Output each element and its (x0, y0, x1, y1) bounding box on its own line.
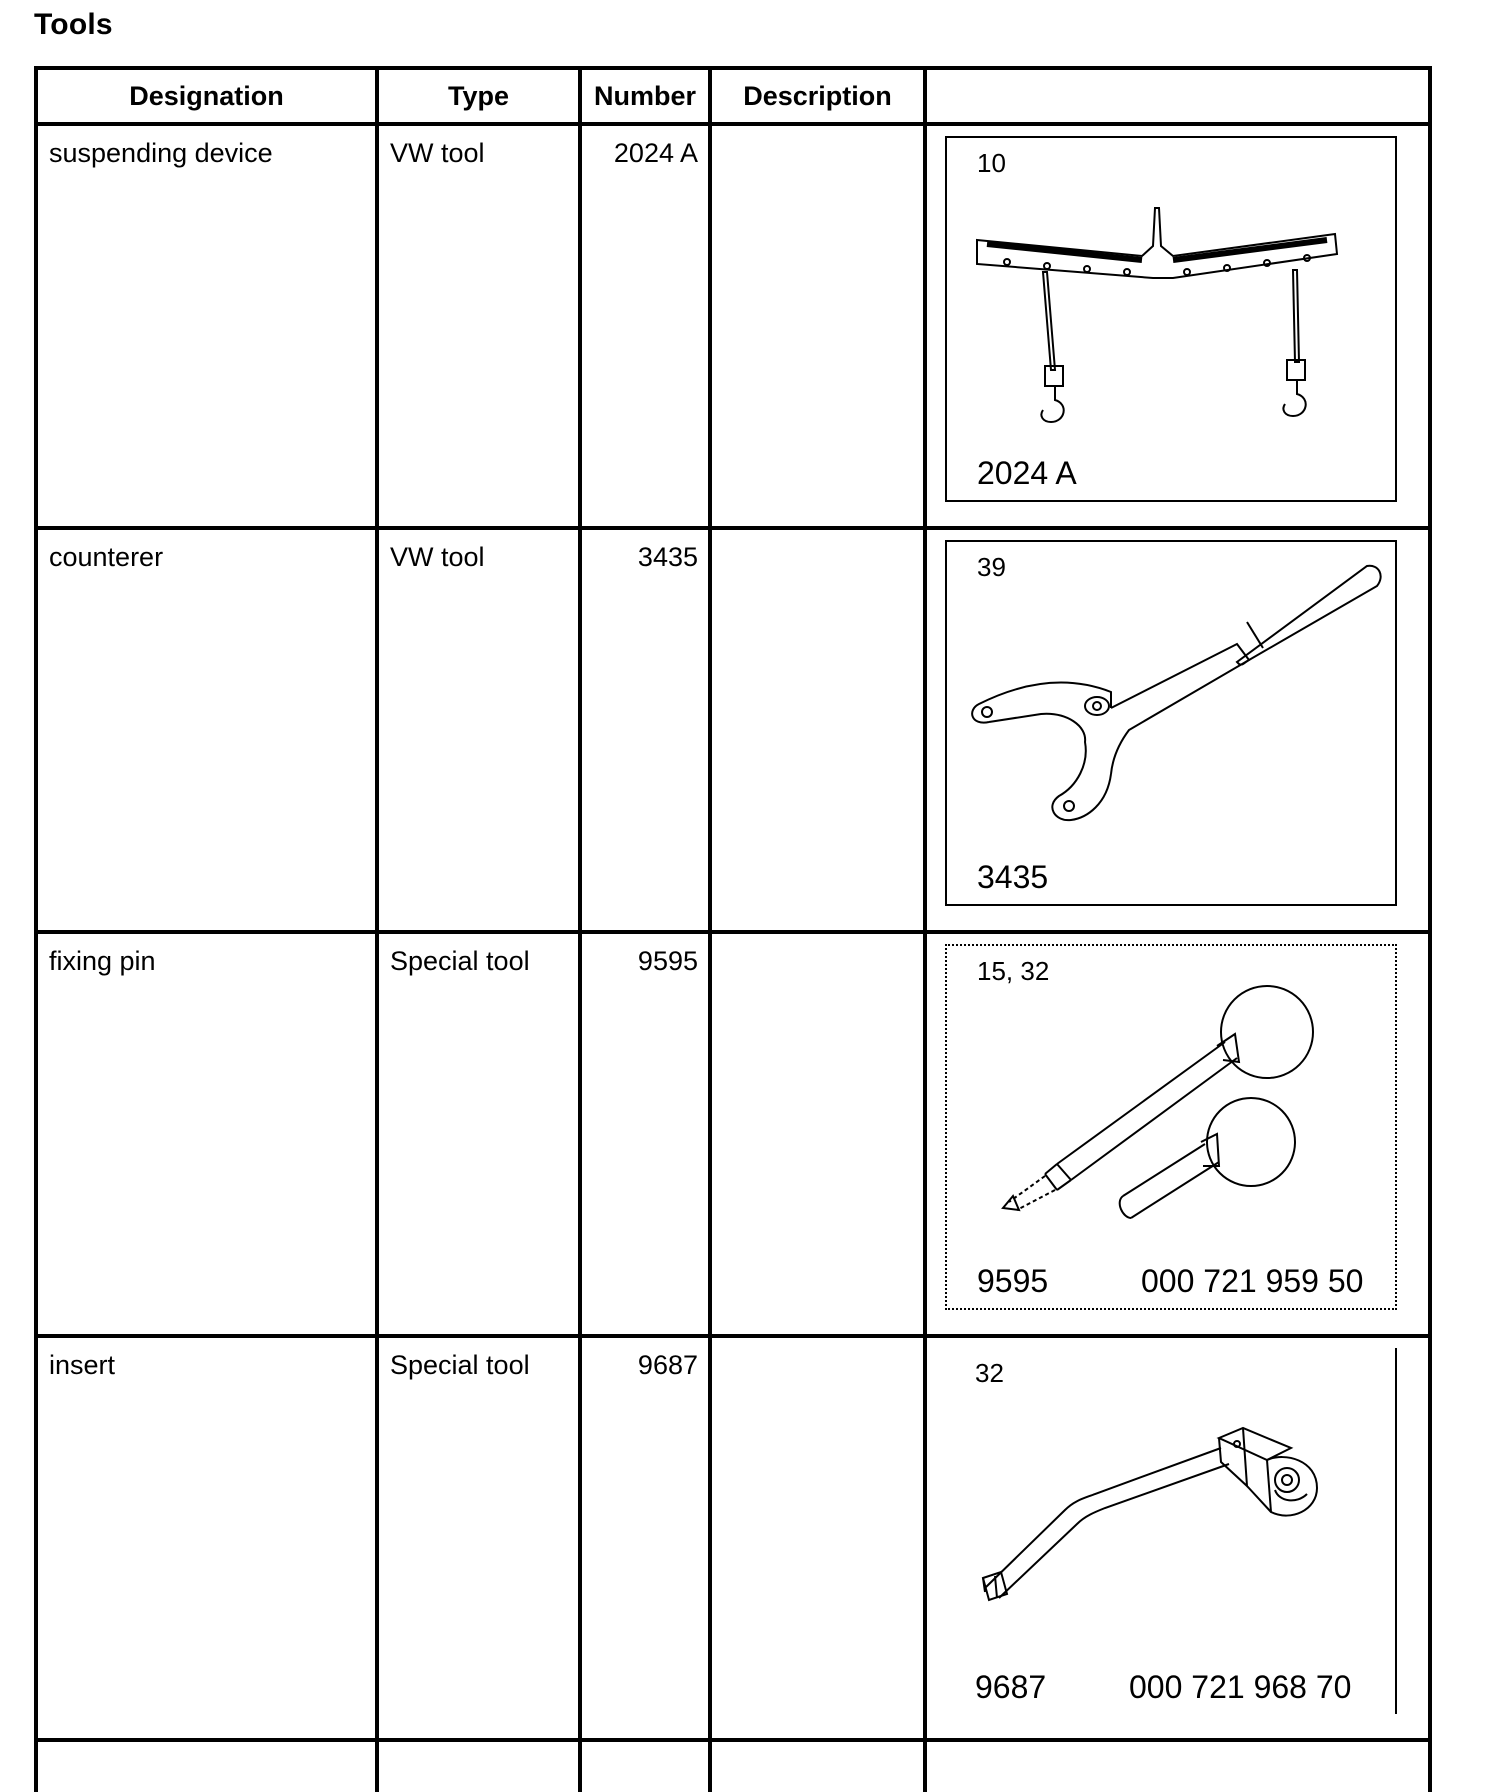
cell-number: 9595 (580, 932, 710, 1336)
cell-image (925, 528, 1430, 932)
header-number: Number (580, 68, 710, 124)
cell-description (710, 1740, 925, 1792)
fixing-pin-icon (947, 946, 1399, 1312)
page-title: Tools (34, 8, 113, 41)
hook-wrench-icon (947, 542, 1399, 908)
table-row (36, 1740, 1430, 1792)
cell-description (710, 1336, 925, 1740)
cell-number: 2024 A (580, 124, 710, 528)
figure-reference: 32 (975, 1358, 1004, 1388)
figure-label: 9595 (977, 1263, 1049, 1299)
table-row (36, 932, 1430, 1336)
cell-description (710, 528, 925, 932)
cell-number: 3435 (580, 528, 710, 932)
table-row (36, 528, 1430, 932)
cell-image (925, 1336, 1430, 1740)
tool-figure (945, 1348, 1397, 1714)
cell-designation: insert (36, 1336, 377, 1740)
cell-designation: counterer (36, 528, 377, 932)
cell-description (710, 932, 925, 1336)
ratchet-insert-icon (945, 1348, 1397, 1714)
tool-figure (945, 540, 1397, 906)
tool-figure (945, 944, 1397, 1310)
header-type: Type (377, 68, 580, 124)
cell-type: VW tool (377, 528, 580, 932)
header-image (925, 68, 1430, 124)
figure-reference: 10 (977, 148, 1006, 178)
cell-designation (36, 1740, 377, 1792)
cell-type (377, 1740, 580, 1792)
cell-designation: fixing pin (36, 932, 377, 1336)
cell-image (925, 124, 1430, 528)
cell-image (925, 932, 1430, 1336)
figure-part-number: 000 721 968 70 (1129, 1669, 1352, 1705)
table-header-row (36, 68, 1430, 124)
header-description: Description (710, 68, 925, 124)
figure-label: 3435 (977, 859, 1049, 895)
table-row (36, 1336, 1430, 1740)
figure-label: 2024 A (977, 455, 1077, 491)
cell-type: Special tool (377, 932, 580, 1336)
cell-number: 9687 (580, 1336, 710, 1740)
header-designation: Designation (36, 68, 377, 124)
figure-reference: 39 (977, 552, 1006, 582)
tools-table (34, 66, 1432, 1792)
cell-image (925, 1740, 1430, 1792)
suspending-device-icon (947, 138, 1399, 504)
figure-part-number: 000 721 959 50 (1141, 1263, 1364, 1299)
cell-type: Special tool (377, 1336, 580, 1740)
cell-description (710, 124, 925, 528)
figure-reference: 15, 32 (977, 956, 1050, 986)
figure-label: 9687 (975, 1669, 1047, 1705)
cell-number (580, 1740, 710, 1792)
cell-designation: suspending device (36, 124, 377, 528)
cell-type: VW tool (377, 124, 580, 528)
tool-figure (945, 136, 1397, 502)
table-row (36, 124, 1430, 528)
